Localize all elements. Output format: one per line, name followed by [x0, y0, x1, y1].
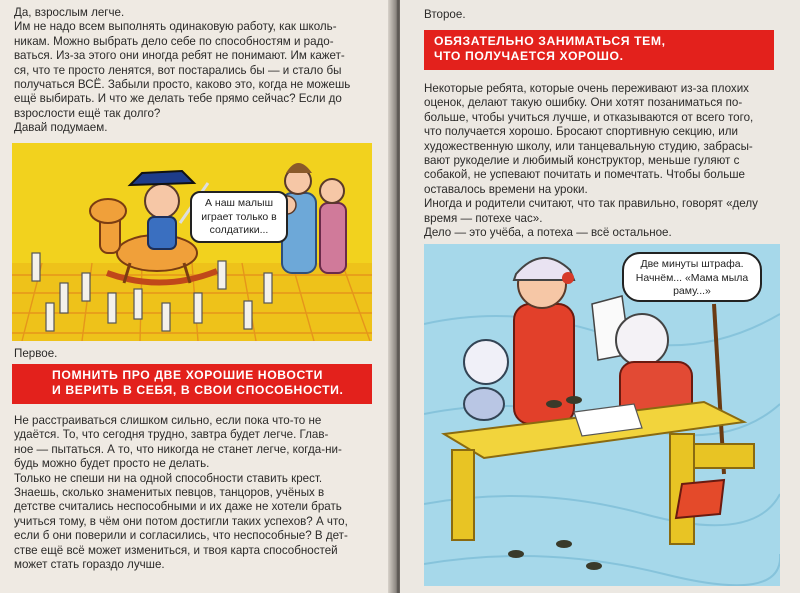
banner-line: И ВЕРИТЬ В СЕБЯ, В СВОИ СПОСОБНОСТИ.	[52, 383, 344, 397]
body-line: если б они поверили и согласились, что неспособные? В дет-	[14, 529, 348, 543]
body-line: оценок, делают такую ошибку. Они хотят позаниматься по-	[424, 96, 743, 110]
intro-line: ся, что те просто ленятся, вот постарались бы — и стало бы	[14, 63, 342, 77]
toy-soldiers-illustration	[12, 143, 372, 341]
body-line: ное — пытаться. А то, что никогда не станет легче, когда-ни-	[14, 442, 342, 456]
intro-line: Давай подумаем.	[14, 121, 108, 135]
body-line: художественную школу, или танцевальную студию, забрасы-	[424, 139, 753, 153]
right-page	[400, 0, 800, 593]
body-line: больше, чтобы учиться лучше, и отказываются от всего того,	[424, 110, 754, 124]
body-text-first	[14, 414, 382, 572]
intro-line: взрослости ещё так долго?	[14, 106, 161, 120]
section-label-second: Второе.	[424, 8, 466, 21]
body-line: оставалось времени на уроки.	[424, 182, 588, 196]
body-text-second	[424, 82, 786, 240]
body-line: Иногда и родители считают, что так правильно, говорят «делу	[424, 197, 758, 211]
illustration-art	[12, 143, 372, 341]
banner-line: ЧТО ПОЛУЧАЕТСЯ ХОРОШО.	[434, 49, 624, 63]
body-line: стве ещё всё может измениться, и твоя карта способностей	[14, 543, 338, 557]
speech-bubble: А наш малыш играет только в солдатики...	[190, 191, 288, 243]
body-line: удаётся. То, что сегодня трудно, завтра будет легче. Глав-	[14, 428, 329, 442]
section-label-first: Первое.	[14, 347, 58, 360]
intro-line: никам. Можно выбрать дело себе по способностям и радо-	[14, 34, 334, 48]
intro-line: ещё выбирать. И что же делать тебе прямо сейчас? Если до	[14, 92, 342, 106]
hockey-illustration	[424, 244, 780, 586]
body-line: время — потехе час».	[424, 211, 543, 225]
speech-bubble: Две минуты штрафа. Начнём... «Мама мыла раму...»	[622, 252, 762, 302]
body-line: учиться тому, в чём они потом достигли таких успехов? А что,	[14, 514, 348, 528]
body-line: что получается хорошо. Бросают спортивную секцию, или	[424, 125, 738, 139]
intro-line: Им не надо всем выполнять одинаковую работу, как школь-	[14, 20, 337, 34]
banner-line: ПОМНИТЬ ПРО ДВЕ ХОРОШИЕ НОВОСТИ	[52, 368, 323, 382]
body-line: детстве считались неспособными и их даже не хотели брать	[14, 500, 342, 514]
section-banner-second	[424, 30, 774, 70]
section-banner-first	[12, 364, 372, 404]
body-line: Не расстраиваться слишком сильно, если пока что-то не	[14, 414, 322, 427]
intro-text	[14, 6, 382, 136]
intro-line: Да, взрослым легче.	[14, 6, 125, 19]
banner-line: ОБЯЗАТЕЛЬНО ЗАНИМАТЬСЯ ТЕМ,	[434, 34, 666, 48]
body-line: собакой, не успевают почитать и помечтать. Чтобы больше	[424, 168, 746, 182]
body-line: Знаешь, сколько знаменитых певцов, танцоров, учёных в	[14, 486, 325, 500]
body-line: Некоторые ребята, которые очень переживают из-за плохих	[424, 82, 749, 95]
body-line: может стать гораздо лучше.	[14, 558, 165, 572]
left-page	[0, 0, 394, 593]
body-line: будь можно будет просто не делать.	[14, 457, 210, 471]
body-line: Дело — это учёба, а потеха — всё остальное.	[424, 226, 672, 240]
intro-line: получаться ВСЁ. Забыли просто, каково это, когда не можешь	[14, 78, 351, 92]
body-line: вают рукоделие и любимый конструктор, меньше гуляют с	[424, 154, 740, 168]
body-line: Только не спеши ни на одной способности ставить крест.	[14, 471, 323, 485]
intro-line: ваться. Из-за этого они иногда ребят не понимают. Им кажет-	[14, 49, 345, 63]
